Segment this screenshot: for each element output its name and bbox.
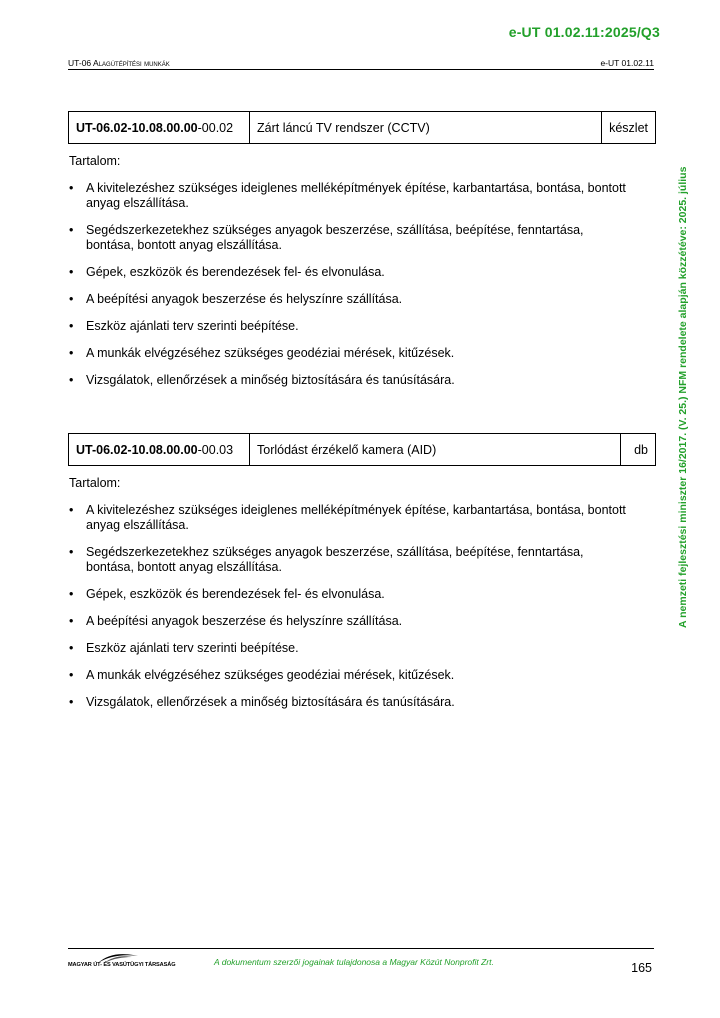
content-label: Tartalom: bbox=[69, 154, 121, 168]
header-doc-short: e-UT 01.02.11 bbox=[600, 58, 654, 68]
logo-text: MAGYAR ÚT- ÉS VASÚTÜGYI TÁRSASÁG bbox=[68, 962, 176, 968]
list-item: • Gépek, eszközök és berendezések fel- és elvonulása. bbox=[69, 587, 629, 602]
list-item: • Gépek, eszközök és berendezések fel- és elvonulása. bbox=[69, 265, 629, 280]
header-section: UT-06 Alagútépítési munkák bbox=[68, 58, 170, 68]
list-item: • Segédszerkezetekhez szükséges anyagok beszerzése, szállítása, beépítése, fenntartása, bontása, bontott anyag elszállítása. bbox=[69, 545, 629, 575]
list-item: • Segédszerkezetekhez szükséges anyagok beszerzése, szállítása, beépítése, fenntartása, bontása, bontott anyag elszállítása. bbox=[69, 223, 629, 253]
item-code-bold: UT-06.02-10.08.00.00 bbox=[76, 442, 198, 457]
doc-code: e-UT 01.02.11:2025/Q3 bbox=[508, 24, 660, 40]
list-item: • Eszköz ajánlati terv szerinti beépítése. bbox=[69, 641, 629, 656]
footer-copyright: A dokumentum szerzői jogainak tulajdonosa a Magyar Közút Nonprofit Zrt. bbox=[214, 957, 494, 967]
item-table-2 bbox=[68, 433, 656, 466]
side-note: A nemzeti fejlesztési miniszter 16/2017. (V. 25.) NFM rendelete alapján közzétéve: 2025. július bbox=[677, 166, 689, 628]
item-name: Zárt láncú TV rendszer (CCTV) bbox=[250, 112, 602, 144]
content-label: Tartalom: bbox=[69, 476, 121, 490]
bullet-list-2 bbox=[69, 503, 629, 722]
list-item: • A munkák elvégzéséhez szükséges geodéziai mérések, kitűzések. bbox=[69, 668, 629, 683]
list-item: • A kivitelezéshez szükséges ideiglenes melléképítmények építése, karbantartása, bontása, bontott anyag elszállítása. bbox=[69, 181, 629, 211]
footer-rule bbox=[68, 948, 654, 949]
item-code-suffix: -00.02 bbox=[197, 120, 234, 135]
list-item: • A beépítési anyagok beszerzése és helyszínre szállítása. bbox=[69, 614, 629, 629]
list-item: • A kivitelezéshez szükséges ideiglenes melléképítmények építése, karbantartása, bontása, bontott anyag elszállítása. bbox=[69, 503, 629, 533]
list-item: • Eszköz ajánlati terv szerinti beépítése. bbox=[69, 319, 629, 334]
footer-logo bbox=[68, 952, 176, 972]
item-code bbox=[69, 112, 250, 144]
bullet-list-1 bbox=[69, 181, 629, 400]
item-unit: db bbox=[621, 434, 656, 466]
item-code bbox=[69, 434, 250, 466]
item-name: Torlódást érzékelő kamera (AID) bbox=[250, 434, 621, 466]
list-item: • A munkák elvégzéséhez szükséges geodéziai mérések, kitűzések. bbox=[69, 346, 629, 361]
item-table-1 bbox=[68, 111, 656, 144]
item-code-bold: UT-06.02-10.08.00.00 bbox=[76, 120, 198, 135]
item-unit: készlet bbox=[602, 112, 656, 144]
list-item: • Vizsgálatok, ellenőrzések a minőség biztosítására és tanúsítására. bbox=[69, 695, 629, 710]
list-item: • A beépítési anyagok beszerzése és helyszínre szállítása. bbox=[69, 292, 629, 307]
item-code-suffix: -00.03 bbox=[197, 442, 234, 457]
list-item: • Vizsgálatok, ellenőrzések a minőség biztosítására és tanúsítására. bbox=[69, 373, 629, 388]
page-number: 165 bbox=[631, 961, 652, 975]
header-rule bbox=[68, 69, 654, 70]
